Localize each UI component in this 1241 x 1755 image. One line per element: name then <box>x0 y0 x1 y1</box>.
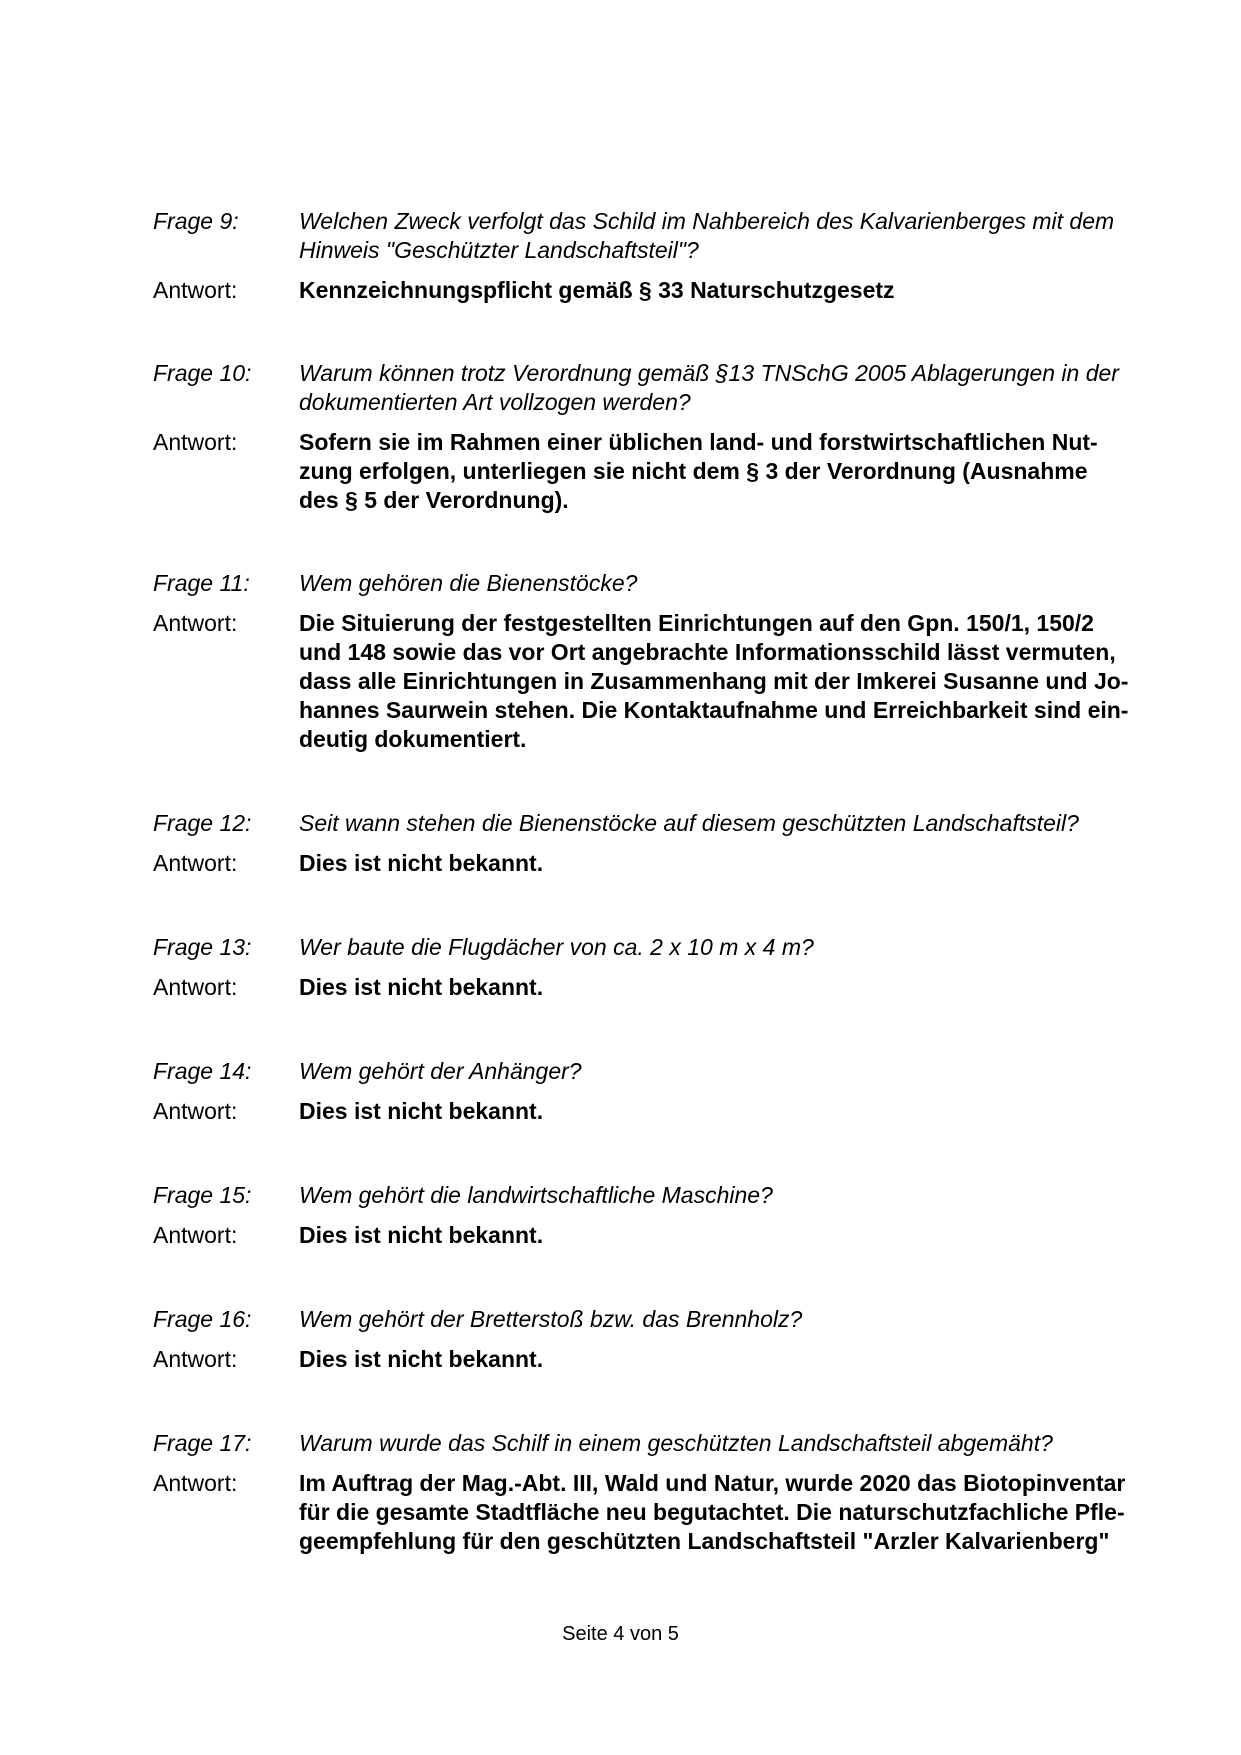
answer-row <box>153 428 1133 515</box>
qa-entry-12 <box>153 809 1133 878</box>
answer-text: Die Situierung der festgestellten Einrichtungen auf den Gpn. 150/1, 150/2 und 148 sowie das vor Ort angebrachte Informationsschild lässt vermuten, dass alle Einrichtungen in Zusammenhang mit der Imkerei Susanne und Jo-hannes Saurwein stehen. Die Kontaktaufnahme und Erreichbarkeit sind ein-deutig dokumentiert. <box>299 610 1129 752</box>
answer-label: Antwort: <box>153 610 238 636</box>
question-row <box>153 809 1133 838</box>
question-row <box>153 933 1133 962</box>
answer-row <box>153 973 1133 1002</box>
question-label: Frage 10: <box>153 360 252 386</box>
answer-label: Antwort: <box>153 1470 238 1496</box>
question-text: Wem gehören die Bienenstöcke? <box>299 570 638 596</box>
qa-entry-13 <box>153 933 1133 1002</box>
answer-row <box>153 1469 1133 1556</box>
answer-text: Dies ist nicht bekannt. <box>299 1098 544 1124</box>
question-row <box>153 1305 1133 1334</box>
answer-row <box>153 276 1133 305</box>
question-label: Frage 15: <box>153 1182 252 1208</box>
question-label: Frage 13: <box>153 934 252 960</box>
question-text: Wer baute die Flugdächer von ca. 2 x 10 m x 4 m? <box>299 934 814 960</box>
question-text: Wem gehört der Bretterstoß bzw. das Brennholz? <box>299 1306 803 1332</box>
page-footer: Seite 4 von 5 <box>562 1623 679 1645</box>
question-row <box>153 207 1133 265</box>
qa-entry-11 <box>153 569 1133 754</box>
question-label: Frage 17: <box>153 1430 252 1456</box>
question-row <box>153 1057 1133 1086</box>
question-label: Frage 12: <box>153 810 252 836</box>
answer-row <box>153 1097 1133 1126</box>
question-row <box>153 359 1133 417</box>
answer-text: Dies ist nicht bekannt. <box>299 1346 544 1372</box>
qa-entry-14 <box>153 1057 1133 1126</box>
answer-label: Antwort: <box>153 1098 238 1124</box>
question-text: Wem gehört die landwirtschaftliche Maschine? <box>299 1182 773 1208</box>
qa-entry-16 <box>153 1305 1133 1374</box>
qa-entry-9 <box>153 207 1133 305</box>
answer-label: Antwort: <box>153 1346 238 1372</box>
question-label: Frage 14: <box>153 1058 252 1084</box>
question-label: Frage 11: <box>153 570 250 596</box>
answer-label: Antwort: <box>153 277 238 303</box>
question-row <box>153 1429 1133 1458</box>
qa-entry-17 <box>153 1429 1133 1556</box>
answer-row <box>153 1345 1133 1374</box>
question-label: Frage 16: <box>153 1306 252 1332</box>
answer-text: Dies ist nicht bekannt. <box>299 850 544 876</box>
answer-text: Dies ist nicht bekannt. <box>299 974 544 1000</box>
answer-text: Dies ist nicht bekannt. <box>299 1222 544 1248</box>
answer-row <box>153 849 1133 878</box>
question-row <box>153 1181 1133 1210</box>
answer-text: Kennzeichnungspflicht gemäß § 33 Naturschutzgesetz <box>299 277 895 303</box>
question-label: Frage 9: <box>153 208 239 234</box>
answer-row <box>153 609 1133 754</box>
question-text: Warum wurde das Schilf in einem geschützten Landschaftsteil abgemäht? <box>299 1430 1053 1456</box>
question-text: Warum können trotz Verordnung gemäß §13 TNSchG 2005 Ablagerungen in der dokumentierten Art vollzogen werden? <box>299 360 1119 415</box>
qa-entry-10 <box>153 359 1133 515</box>
question-text: Wem gehört der Anhänger? <box>299 1058 582 1084</box>
answer-label: Antwort: <box>153 429 238 455</box>
answer-label: Antwort: <box>153 1222 238 1248</box>
answer-text: Sofern sie im Rahmen einer üblichen land- und forstwirtschaftlichen Nut-zung erfolgen, unterliegen sie nicht dem § 3 der Verordnung (Ausnahme des § 5 der Verordnung). <box>299 429 1098 513</box>
qa-entry-15 <box>153 1181 1133 1250</box>
question-text: Welchen Zweck verfolgt das Schild im Nahbereich des Kalvarienberges mit dem Hinweis "Geschützter Landschaftsteil"? <box>299 208 1115 263</box>
answer-label: Antwort: <box>153 974 238 1000</box>
question-row <box>153 569 1133 598</box>
answer-text: Im Auftrag der Mag.-Abt. III, Wald und Natur, wurde 2020 das Biotopinventar für die gesamte Stadtfläche neu begutachtet. Die naturschutzfachliche Pfle-geempfehlung für den geschützten Landschaftsteil "Arzler Kalvarienberg" <box>299 1470 1126 1554</box>
question-text: Seit wann stehen die Bienenstöcke auf diesem geschützten Landschaftsteil? <box>299 810 1079 836</box>
answer-label: Antwort: <box>153 850 238 876</box>
answer-row <box>153 1221 1133 1250</box>
